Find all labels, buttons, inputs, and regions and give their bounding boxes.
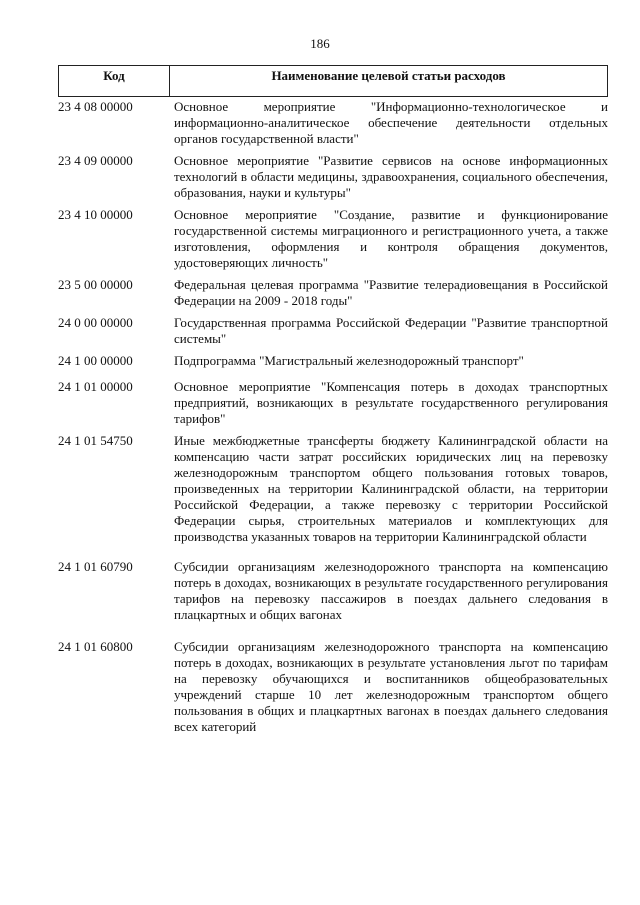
table-row (58, 379, 608, 427)
row-code: 24 1 01 60790 (58, 559, 133, 574)
header-name: Наименование целевой статьи расходов (271, 68, 506, 83)
table-header (58, 65, 608, 97)
row-code: 23 5 00 00000 (58, 277, 133, 292)
row-name: Основное мероприятие "Информационно-технологическое и информационно-аналитическое обеспечение деятельности отдельных органов государственной власти" (174, 99, 608, 146)
row-name: Субсидии организациям железнодорожного транспорта на компенсацию потерь в доходах, возникающих в результате государственного регулирования тарифов на перевозку пассажиров в поездах дальнего следования в плацкартных и общих вагонах (174, 559, 608, 622)
row-code: 24 1 00 00000 (58, 353, 133, 368)
table-row (58, 277, 608, 309)
row-code: 23 4 08 00000 (58, 99, 133, 114)
row-name: Основное мероприятие "Создание, развитие и функционирование государственной системы миграционного и регистрационного учета, а также изготовления, оформления и контроля обращения документов, удостоверяющих личность" (174, 207, 608, 270)
table-row (58, 353, 608, 369)
table-row (58, 99, 608, 147)
page-number: 186 (310, 36, 330, 51)
row-name: Подпрограмма "Магистральный железнодорожный транспорт" (174, 353, 524, 368)
header-code: Код (59, 66, 170, 96)
row-code: 24 1 01 00000 (58, 379, 133, 394)
table-row (58, 207, 608, 271)
row-name: Основное мероприятие "Развитие сервисов на основе информационных технологий в области медицины, здравоохранения, социального обеспечения, образования, науки и культуры" (174, 153, 608, 200)
table-row (58, 153, 608, 201)
row-code: 24 1 01 60800 (58, 639, 133, 654)
table-row (58, 433, 608, 545)
table-body (58, 97, 608, 735)
row-name: Иные межбюджетные трансферты бюджету Калининградской области на компенсацию части затрат российских юридических лиц на перевозку железнодорожным транспортом общего пользования готовых товаров, произведенных на территории Калининградской области, на территории Российской Федерации, а также перевозку с территории Российской Федерации сырья, строительных материалов и комплектующих для производства указанных товаров на территории Калининградской области (174, 433, 608, 544)
row-code: 23 4 10 00000 (58, 207, 133, 222)
table-row (58, 639, 608, 735)
row-name: Федеральная целевая программа "Развитие телерадиовещания в Российской Федерации на 2009 - 2018 годы" (174, 277, 608, 308)
row-name: Государственная программа Российской Федерации "Развитие транспортной системы" (174, 315, 608, 346)
row-code: 23 4 09 00000 (58, 153, 133, 168)
table-row (58, 559, 608, 623)
row-name: Субсидии организациям железнодорожного транспорта на компенсацию потерь в доходах, возникающих в результате установления льгот по тарифам на перевозку обучающихся и воспитанников общеобразовательных учреждений старше 10 лет железнодорожным транспортом общего пользования в общих и плацкартных вагонах в поездах дальнего следования всех категорий (174, 639, 608, 734)
row-name: Основное мероприятие "Компенсация потерь в доходах транспортных предприятий, возникающих в результате государственного регулирования тарифов" (174, 379, 608, 426)
row-code: 24 1 01 54750 (58, 433, 133, 448)
row-code: 24 0 00 00000 (58, 315, 133, 330)
table-row (58, 315, 608, 347)
